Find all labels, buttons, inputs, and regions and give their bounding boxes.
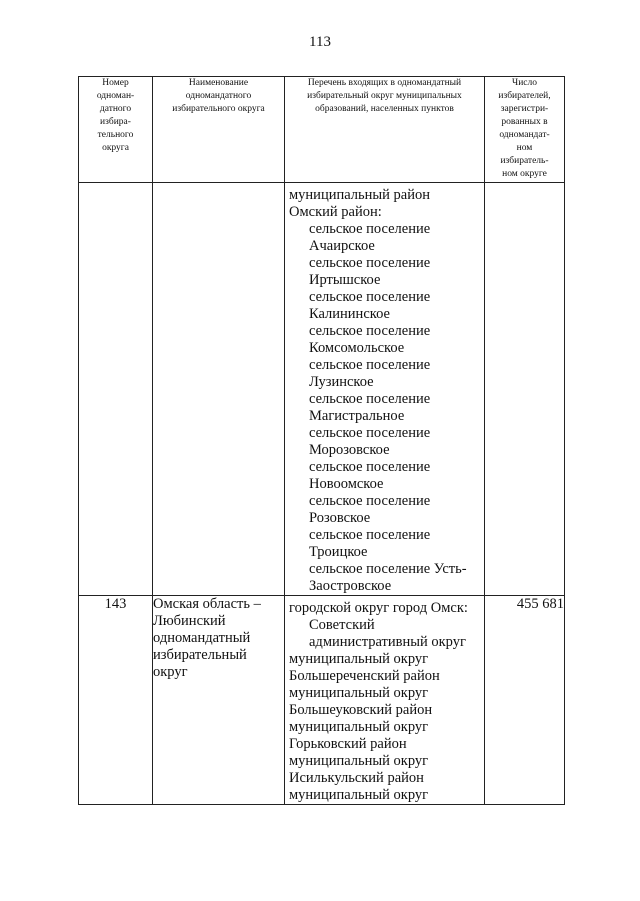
header-municipalities: Перечень входящих в одномандатный избирательный округ муниципальных образований, населенных пунктов	[285, 77, 485, 183]
text-line: Заостровское	[309, 578, 392, 594]
municipalities-list	[285, 596, 484, 804]
municipalities-list	[285, 183, 484, 595]
text-line: муниципальный округ	[289, 651, 429, 667]
header-voters-count: Число избирателей, зарегистри- рованных в одномандат- ном избиратель- ном округе	[485, 77, 565, 183]
text-line: Морозовское	[309, 442, 390, 458]
text-line: Троицкое	[309, 544, 368, 560]
text-line: Новоомское	[309, 476, 384, 492]
text-line: сельское поселение	[309, 391, 431, 407]
text-line: сельское поселение	[309, 289, 431, 305]
text-line: сельское поселение	[309, 323, 431, 339]
text-line: муниципальный район	[289, 187, 430, 203]
header-district-name: Наименование одномандатного избирательного округа	[153, 77, 285, 183]
voters-count-cell	[485, 183, 565, 596]
text-line: Исилькульский район	[289, 770, 424, 786]
text-line: Калининское	[309, 306, 390, 322]
text-line: сельское поселение	[309, 459, 431, 475]
header-district-number: Номер одноман- датного избира- тельного округа	[79, 77, 153, 183]
text-line: Горьковский район	[289, 736, 407, 752]
municipalities-cell	[285, 596, 485, 805]
text-line: Комсомольское	[309, 340, 405, 356]
text-line: одномандатный	[153, 630, 251, 646]
text-line: сельское поселение	[309, 527, 431, 543]
district-name-cell	[153, 183, 285, 596]
text-line: сельское поселение	[309, 255, 431, 271]
text-line: Омский район:	[289, 204, 382, 220]
text-line: муниципальный округ	[289, 685, 429, 701]
text-line: Любинский	[153, 613, 226, 629]
text-line: муниципальный округ	[289, 719, 429, 735]
table-header-row	[79, 77, 565, 183]
text-line: сельское поселение Усть-	[309, 561, 467, 577]
text-line: Розовское	[309, 510, 371, 526]
page-number: 113	[309, 34, 331, 50]
text-line: Ачаирское	[309, 238, 375, 254]
district-number-cell: 143	[79, 596, 153, 805]
table-row	[79, 183, 565, 596]
text-line: Советский	[309, 617, 375, 633]
text-line: Большереченский район	[289, 668, 440, 684]
text-line: Лузинское	[309, 374, 374, 390]
text-line: Омская область –	[153, 596, 261, 612]
text-line: сельское поселение	[309, 221, 431, 237]
municipalities-cell	[285, 183, 485, 596]
text-line: сельское поселение	[309, 425, 431, 441]
text-line: муниципальный округ	[289, 787, 429, 803]
text-line: Иртышское	[309, 272, 381, 288]
text-line: Большеуковский район	[289, 702, 433, 718]
text-line: городской округ город Омск:	[289, 600, 468, 616]
text-line: административный округ	[309, 634, 466, 650]
text-line: сельское поселение	[309, 493, 431, 509]
table-row	[79, 596, 565, 805]
text-line: округ	[153, 664, 188, 680]
voters-count-cell: 455 681	[485, 596, 565, 805]
text-line: Магистральное	[309, 408, 405, 424]
districts-table	[78, 76, 565, 805]
text-line: избирательный	[153, 647, 247, 663]
text-line: сельское поселение	[309, 357, 431, 373]
text-line: муниципальный округ	[289, 753, 429, 769]
district-name-cell	[153, 596, 285, 805]
district-number-cell	[79, 183, 153, 596]
